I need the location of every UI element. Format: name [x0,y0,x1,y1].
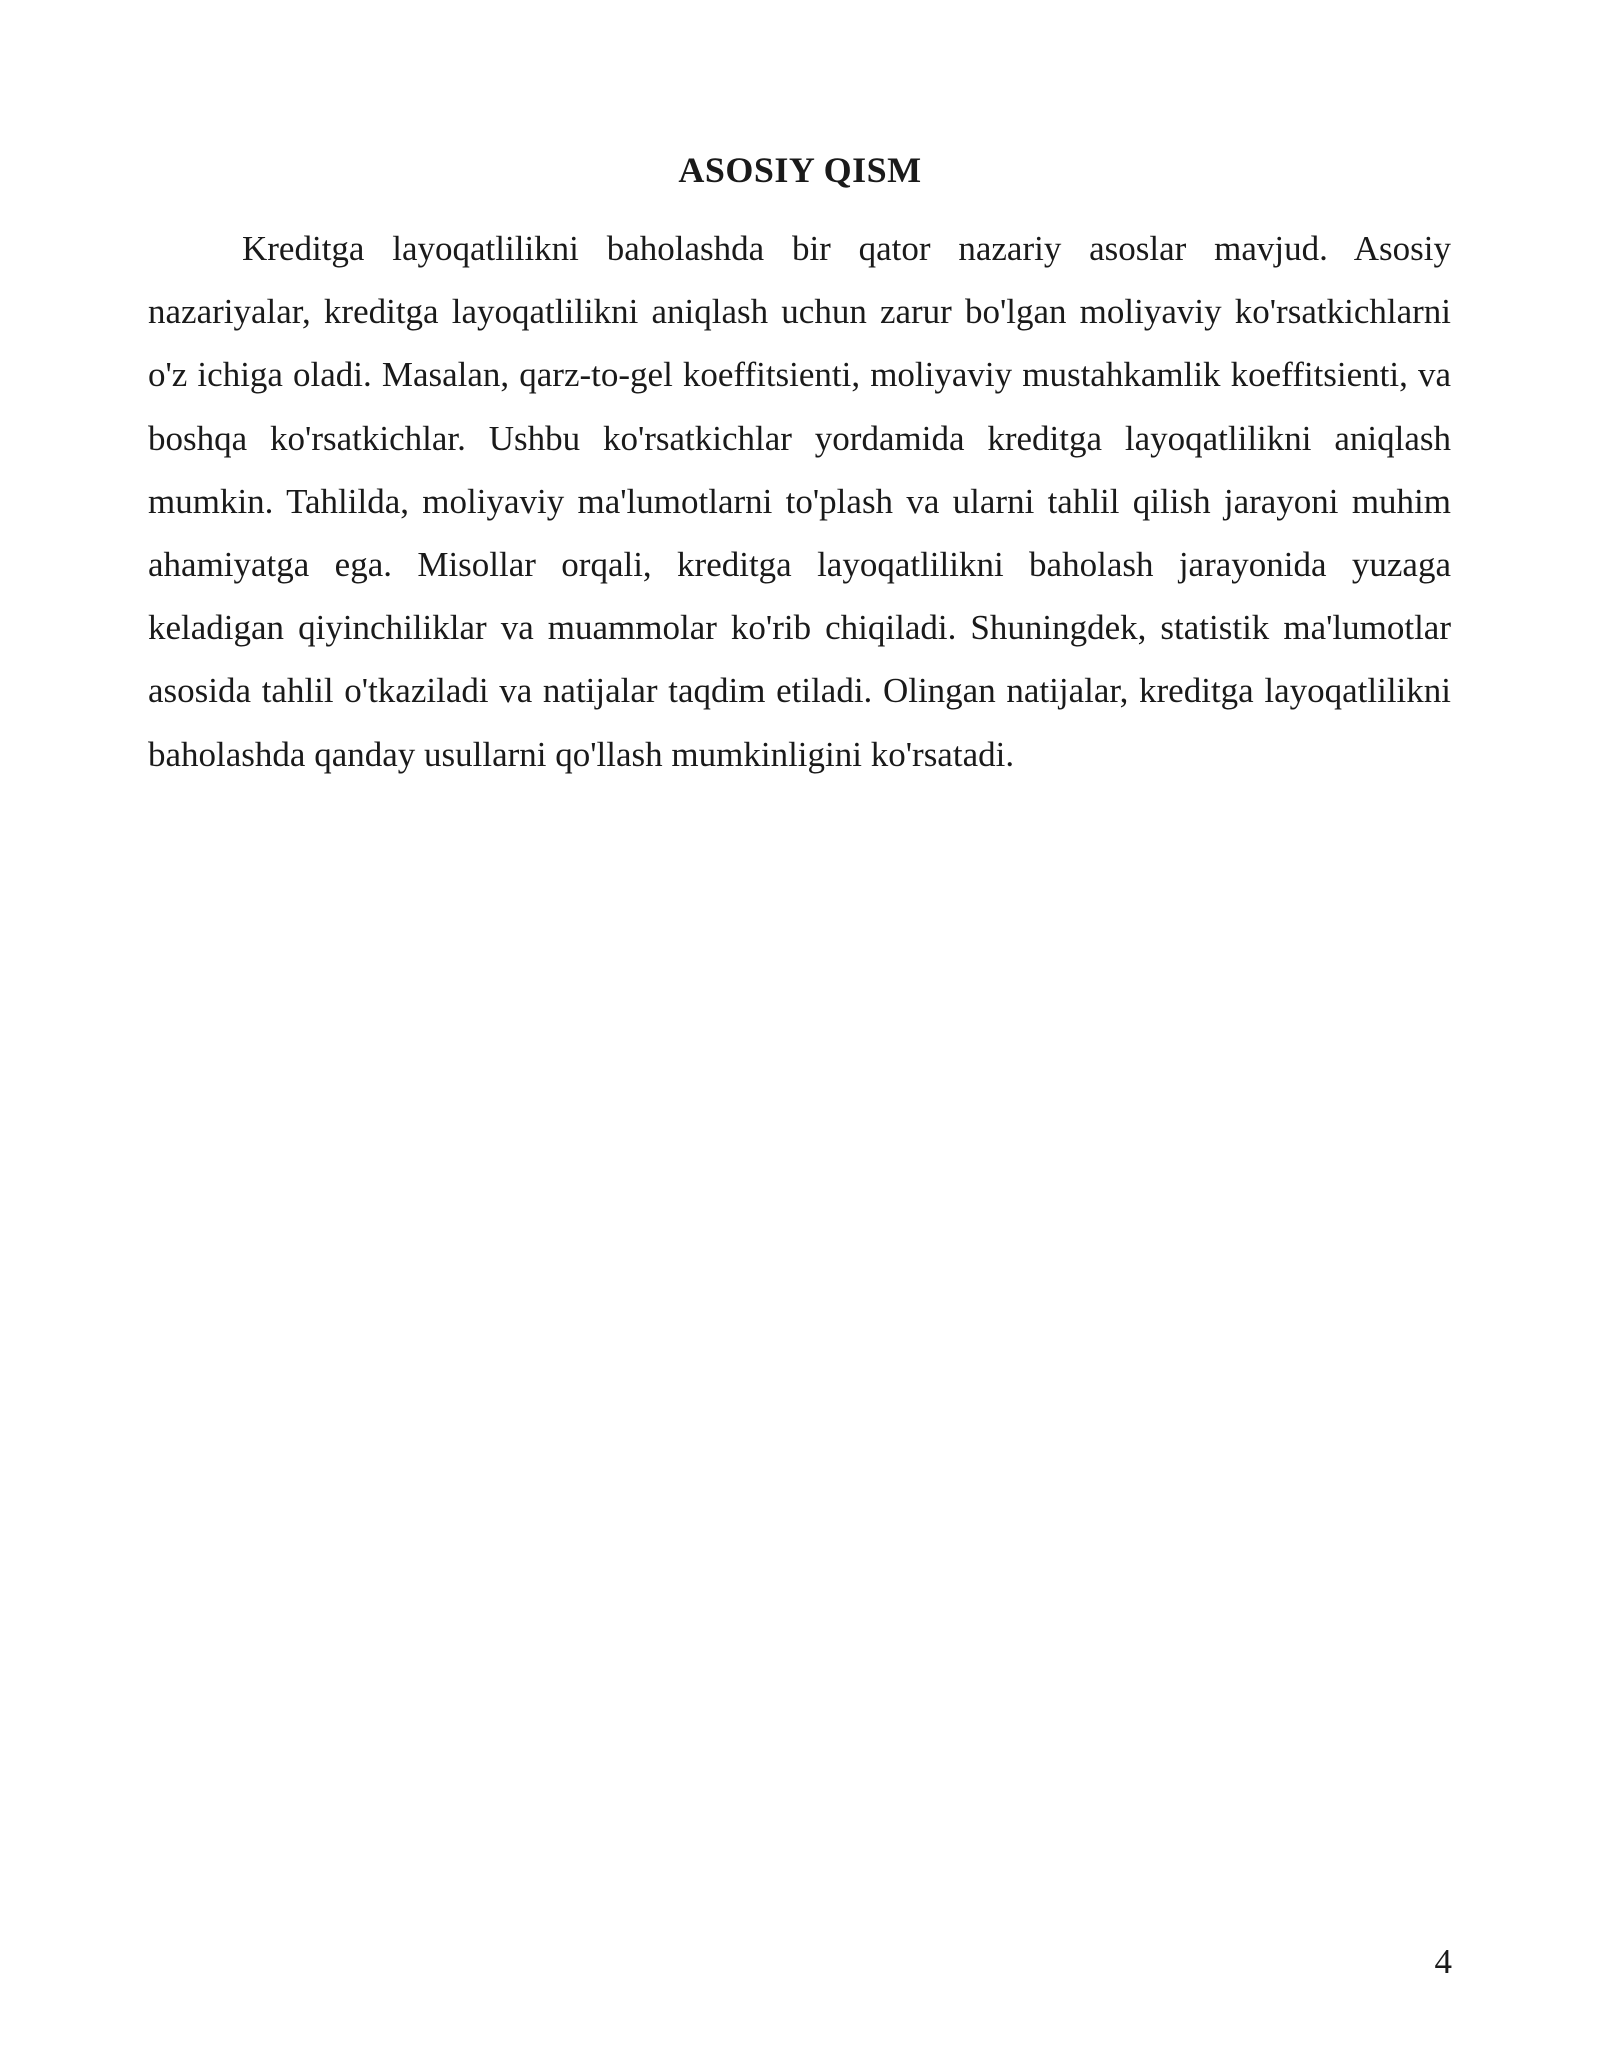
page-number: 4 [1434,1942,1452,1981]
section-heading: ASOSIY QISM [678,150,922,190]
body-paragraph: Kreditga layoqatlilikni baholashda bir qator nazariy asoslar mavjud. Asosiy nazariyalar, kreditga layoqatlilikni aniqlash uchun zarur bo'lgan moliyaviy ko'rsatkichlarni o'z ichiga oladi. Masalan, qarz-to-gel koeffitsienti, moliyaviy mustahkamlik koeffitsienti, va boshqa ko'rsatkichlar. Ushbu ko'rsatkichlar yordamida kreditga layoqatlilikni aniqlash mumkin. Tahlilda, moliyaviy ma'lumotlarni to'plash va ularni tahlil qilish jarayoni muhim ahamiyatga ega. Misollar orqali, kreditga layoqatlilikni baholash jarayonida yuzaga keladigan qiyinchiliklar va muammolar ko'rib chiqiladi. Shuningdek, statistik ma'lumotlar asosida tahlil o'tkaziladi va natijalar taqdim etiladi. Olingan natijalar, kreditga layoqatlilikni baholashda qanday usullarni qo'llash mumkinligini ko'rsatadi. [148,229,1451,774]
